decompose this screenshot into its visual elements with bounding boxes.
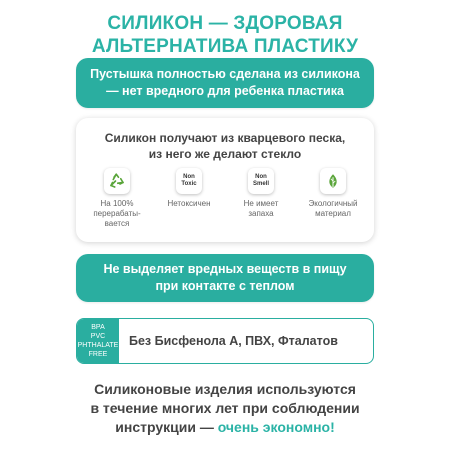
heat-safety-banner — [76, 254, 374, 302]
feature-non-toxic — [154, 168, 224, 209]
feature-recyclable — [82, 168, 152, 229]
economy-text-line-2: в течение многих лет при соблюдении — [90, 400, 360, 416]
headline-line-2: АЛЬТЕРНАТИВА ПЛАСТИКУ — [91, 36, 359, 57]
non-smell-icon: Non Smell — [248, 168, 274, 194]
bpa-free-box — [76, 318, 374, 364]
features-card-title-line-1: Силикон получают из кварцевого песка, — [104, 131, 346, 145]
silicone-banner-line-2: — нет вредного для ребенка пластика — [106, 84, 344, 98]
features-card-title — [76, 130, 374, 162]
bpa-free-text: Без Бисфенола А, ПВХ, Фталатов — [129, 334, 338, 348]
features-card-title-line-2: из него же делают стекло — [148, 147, 302, 161]
feature-eco-material — [298, 168, 368, 219]
feature-recyclable-label: На 100% перерабаты- вается — [93, 199, 141, 228]
economy-text — [0, 380, 450, 437]
non-toxic-icon: Non Toxic — [176, 168, 202, 194]
feature-non-toxic-label: Нетоксичен — [167, 199, 211, 208]
silicone-banner — [76, 58, 374, 108]
headline-line-1: СИЛИКОН — ЗДОРОВАЯ — [107, 13, 343, 34]
headline — [0, 12, 450, 58]
economy-accent: очень экономно! — [217, 419, 335, 435]
recycle-icon — [104, 168, 130, 194]
silicone-banner-line-1: Пустышка полностью сделана из силикона — [90, 67, 360, 81]
feature-eco-material-label: Экологичный материал — [308, 199, 358, 218]
heat-safety-banner-line-2: при контакте с теплом — [155, 279, 295, 293]
feature-non-smell — [226, 168, 296, 219]
features-card — [76, 118, 374, 242]
economy-text-line-3: инструкции — очень экономно! — [115, 419, 335, 435]
economy-text-line-1: Силиконовые изделия используются — [94, 381, 356, 397]
heat-safety-banner-line-1: Не выделяет вредных веществ в пищу — [103, 262, 347, 276]
feature-non-smell-label: Не имеет запаха — [243, 199, 279, 218]
leaf-icon — [320, 168, 346, 194]
bpa-free-tag: BPA PVC PHTHALATE FREE — [77, 319, 119, 363]
